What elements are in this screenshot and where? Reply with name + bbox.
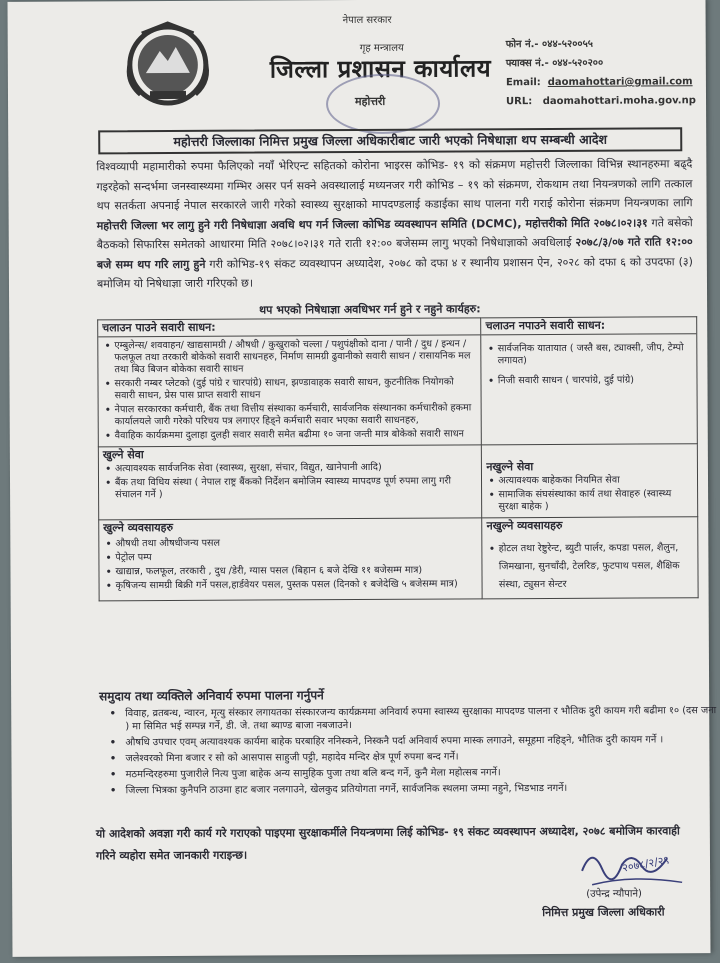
rules-table [97, 316, 698, 601]
warning-text: यो आदेशको अवज्ञा गरी कार्य गरे गराएको पाइएमा सुरक्षाकर्मीले नियन्त्रणमा लिई कोभिड- १९ संकट व्यवस्थापन अध्यादेश, २०७८ बमोजिम कारवाही गरिने व्यहोरा समेत जानकारी गराइन्छ। [95, 824, 680, 863]
list-item: • जिल्ला भित्रका कुनैपनि ठाउमा हाट बजार नलगाउने, खेलकुद प्रतियोगता नगर्ने, सार्वजनिक स्थलमा जम्मा नहुने, भिडभाड नगर्ने। [126, 781, 720, 797]
services-row [98, 444, 697, 520]
business-open-title: खुल्ने व्यवसायहरु [103, 520, 174, 535]
header-place: महोत्तरी [354, 94, 386, 109]
business-closed-cell [482, 517, 698, 599]
list-item: • औषधि उपचार एवम् अत्यावश्यक कार्यमा बाहेक घरबाहिर ननिस्कने, निस्कनै पर्दा अनिवार्य रुपमा मास्क लगाउने, समूहमा नहिड्ने, भौतिक दुरी कायम गर्ने । [125, 733, 720, 749]
office-name: जिल्ला प्रशासन कार्यालय [269, 54, 492, 84]
list-item: • वैवाहिक कार्यक्रममा दुलाहा दुलही सवार सवारी समेत बढीमा १० जना जन्ती मात्र बोकेको सवारी साधन [115, 428, 477, 442]
url-link[interactable]: daomahottari.moha.gov.np [542, 95, 696, 108]
intro-bold-1: महोत्तरी जिल्ला भर लागु हुने गरी निषेधाज्ञा अवधि थप गर्न जिल्ला कोभिड व्यवस्थापन समिति (DCMC), महोत्तरीको मिति २०७८।०२।३१ [96, 215, 648, 232]
url-label: URL: [506, 96, 533, 108]
header-gov: नेपाल सरकार [342, 14, 392, 27]
list-item: • सरकारी नम्बर प्लेटको (दुई पांग्रे र चारपांग्रे) साधन, झण्डावाहक सवारी साधन, कुटनीतिक नियोगको सवारी साधन, प्रेस पास प्राप्त सवारी साधन [114, 376, 476, 402]
intro-text-2: गते बसेको बैठकको सिफारिस समेतको आधारमा मिति २०७८।०२।३१ गते राती १२:०० बजेसम्म लागु भएको निषेधाज्ञाको अवधिलाई [96, 215, 693, 252]
signature-date: २०७८/२/२९ [621, 853, 671, 875]
signatory-name: (उपेन्द्र न्यौपाने) [586, 888, 642, 900]
services-closed-title: नखुल्ने सेवा [486, 460, 534, 474]
signatory-title: निमित्त प्रमुख जिल्ला अधिकारी [542, 905, 665, 920]
list-item: • औषधी तथा औषधीजन्य पसल [115, 536, 477, 550]
business-open-cell [99, 518, 483, 601]
email-label: Email: [505, 77, 541, 89]
list-item: • नेपाल सरकारका कर्मचारी, बैंक तथा वित्तीय संस्थाका कर्मचारी, सार्वजनिक संस्थानका कर्मचारीको हकमा कार्यालयले जारी गरेको परिचय पत्र लगाएर हिड्ने कर्मचारी सवार भएका सवारी साधनहरु, [115, 402, 477, 428]
fax-number: फ्याक्स नं.- ०४४-५२०२०० [505, 57, 604, 70]
vehicles-denied-title: चलाउन नपाउने सवारी साधन: [482, 317, 697, 335]
duties-list [99, 704, 720, 800]
duties-title: समुदाय तथा व्यक्तिले अनिवार्य रुपमा पालना गर्नुपर्ने [99, 688, 324, 704]
intro-text-3: गरी कोभिड-१९ संकट व्यवस्थापन अध्यादेश, २०७८ को दफा ४ र स्थानीय प्रशासन ऐन, २०२८ को दफा ६ को उपदफा (३) बमोजिम यो निषेधाज्ञा जारी गरिएको छ। [96, 254, 693, 291]
list-item: • विवाह, व्रतबन्ध, न्वारन, मृत्यु संस्कार लगायतका संस्कारजन्य कार्यक्रममा अनिवार्य रुपमा स्वास्थ्य सुरक्षाका मापदण्ड पालना र भौतिक दुरी कायम गरी बढीमा १० (दस जना ) मा सिमित भई सम्पन्न गर्ने, डी. जे. तथा ब्याण्ड बाजा नबजाउने। [125, 704, 720, 733]
list-item: • होटल तथा रेष्टुरेन्ट, ब्युटी पार्लर, कपडा पसल, शैलुन, जिमखाना, सुनचाँदी, टेलरिङ, फुटपाथ पसल, शैक्षिक संस्था, ट्युसन सेन्टर [499, 539, 694, 594]
services-open-cell [98, 445, 482, 520]
business-closed-title: नखुल्ने व्यवसायहरु [486, 518, 563, 533]
phone-number: फोन नं.- ०४४-५२००५५ [505, 38, 594, 51]
list-item: • सामाजिक संघसंस्थाका कार्य तथा सेवाहरु (स्वास्थ्य सुरक्षा बाहेक ) [498, 488, 693, 513]
list-item: • खाद्यान्न, फलफूल, तरकारी , दुध /डेरी, ग्यास पसल (बिहान ६ बजे देखि ११ बजेसम्म मात्र) [115, 564, 477, 578]
vehicles-allowed-title: चलाउन पाउने सवारी साधन: [98, 318, 480, 337]
list-item: • मठमन्दिरहरुमा पुजारीले नित्य पुजा बाहेक अन्य सामुहिक पुजा तथा बलि बन्द गर्ने, कुनै मेला महोत्सब नगर्ने। [126, 765, 720, 781]
services-open-title: खुल्ने सेवा [102, 448, 144, 462]
list-item: • जलेश्वरको मिना बजार र सो को आसपास साहुजी पट्टी, महादेव मन्दिर क्षेत्र पूर्ण रुपमा बन्द गर्ने। [125, 749, 720, 765]
nepal-emblem-icon [120, 21, 216, 110]
vehicles-row [98, 317, 698, 447]
intro-paragraph [96, 154, 693, 294]
services-closed-cell [482, 444, 698, 518]
vehicles-allowed-cell [98, 318, 482, 447]
notice-title: महोत्तरी जिल्लाका निमित्त प्रमुख जिल्ला अधिकारीबाट जारी भएको निषेधाज्ञा थप सम्बन्धी आदेश [98, 127, 682, 154]
list-item: • एम्बुलेन्स/ शववाहन/ खाद्यसामग्री / औषधी / कुखुराको चल्ला / पशुपंक्षीको दाना / पानी / दुध / इन्धन / फलफूल तथा तरकारी बोकेको सवारी साधनहरु, निर्माण सामग्री ढुवानीको सवारी साधन / रासायनिक मल तथा बिउ बिजन बोकेका सवारी साधन [114, 338, 477, 376]
list-item: • सार्वजनिक यातायात ( जस्तै बस, ट्याक्सी, जीप, टेम्पो लगायत) [498, 342, 693, 367]
intro-text-1: विश्वव्यापी महामारीको रुपमा फैलिएको नयाँ भेरिएन्ट सहितको कोरोना भाइरस कोभिड- १९ को संक्रमण महोत्तरी जिल्लाका विभिन्न स्थानहरुमा बढ्दै गइरहेको सन्दर्भमा जनस्वास्थ्यमा गम्भिर असर पर्न सक्ने अवस्थालाई मध्यनजर गरी कोभिड – १९ को संक्रमण, रोकथाम तथा नियन्त्रणको लागि तत्काल थप सतर्कता अपनाई नेपाल सरकारले जारी गरेको स्वास्थ्य सुरक्षाको मापदण्डलाई कडाईका साथ पालना गरी गराई कोरोना संक्रमण नियन्त्रणका लागि [96, 157, 693, 213]
contact-block [506, 34, 696, 111]
table-title: थप भएको निषेधाज्ञा अवधिभर गर्न हुने र नहुने कार्यहरु: [259, 302, 481, 317]
vehicles-denied-cell [481, 317, 697, 445]
list-item: • कृषिजन्य सामग्री बिक्री गर्ने पसल,हार्डवेयर पसल, पुस्तक पसल (दिनको १ बजेदेखि ५ बजेसम्म मात्र) [116, 578, 478, 592]
list-item: • पेट्रोल पम्प [115, 550, 477, 564]
intro-bold-2: २०७८/३/०७ गते राति १२:०० बजे सम्म थप गरि लागु हुने [96, 235, 693, 271]
email-link[interactable]: daomahottari@gmail.com [547, 76, 693, 89]
list-item: • अत्यावश्यक सार्वजनिक सेवा (स्वास्थ्य, सुरक्षा, संचार, विद्युत, खानेपानी आदि) [115, 461, 477, 475]
list-item: • अत्यावश्यक बाहेकका नियमित सेवा [498, 474, 693, 487]
header-ministry: गृह मन्त्रालय [359, 42, 404, 54]
notice-sheet [8, 0, 717, 957]
business-row [99, 517, 698, 601]
list-item: • निजी सवारी साधन ( चारपांग्रे, दुई पांग्रे) [498, 374, 693, 387]
list-item: • बैंक तथा विधिय संस्था ( नेपाल राष्ट्र बैंकको निर्देशन बमोजिम स्वास्थ्य मापदण्ड पूर्ण रुपमा लागु गरी संचालन गर्ने ) [115, 475, 477, 501]
